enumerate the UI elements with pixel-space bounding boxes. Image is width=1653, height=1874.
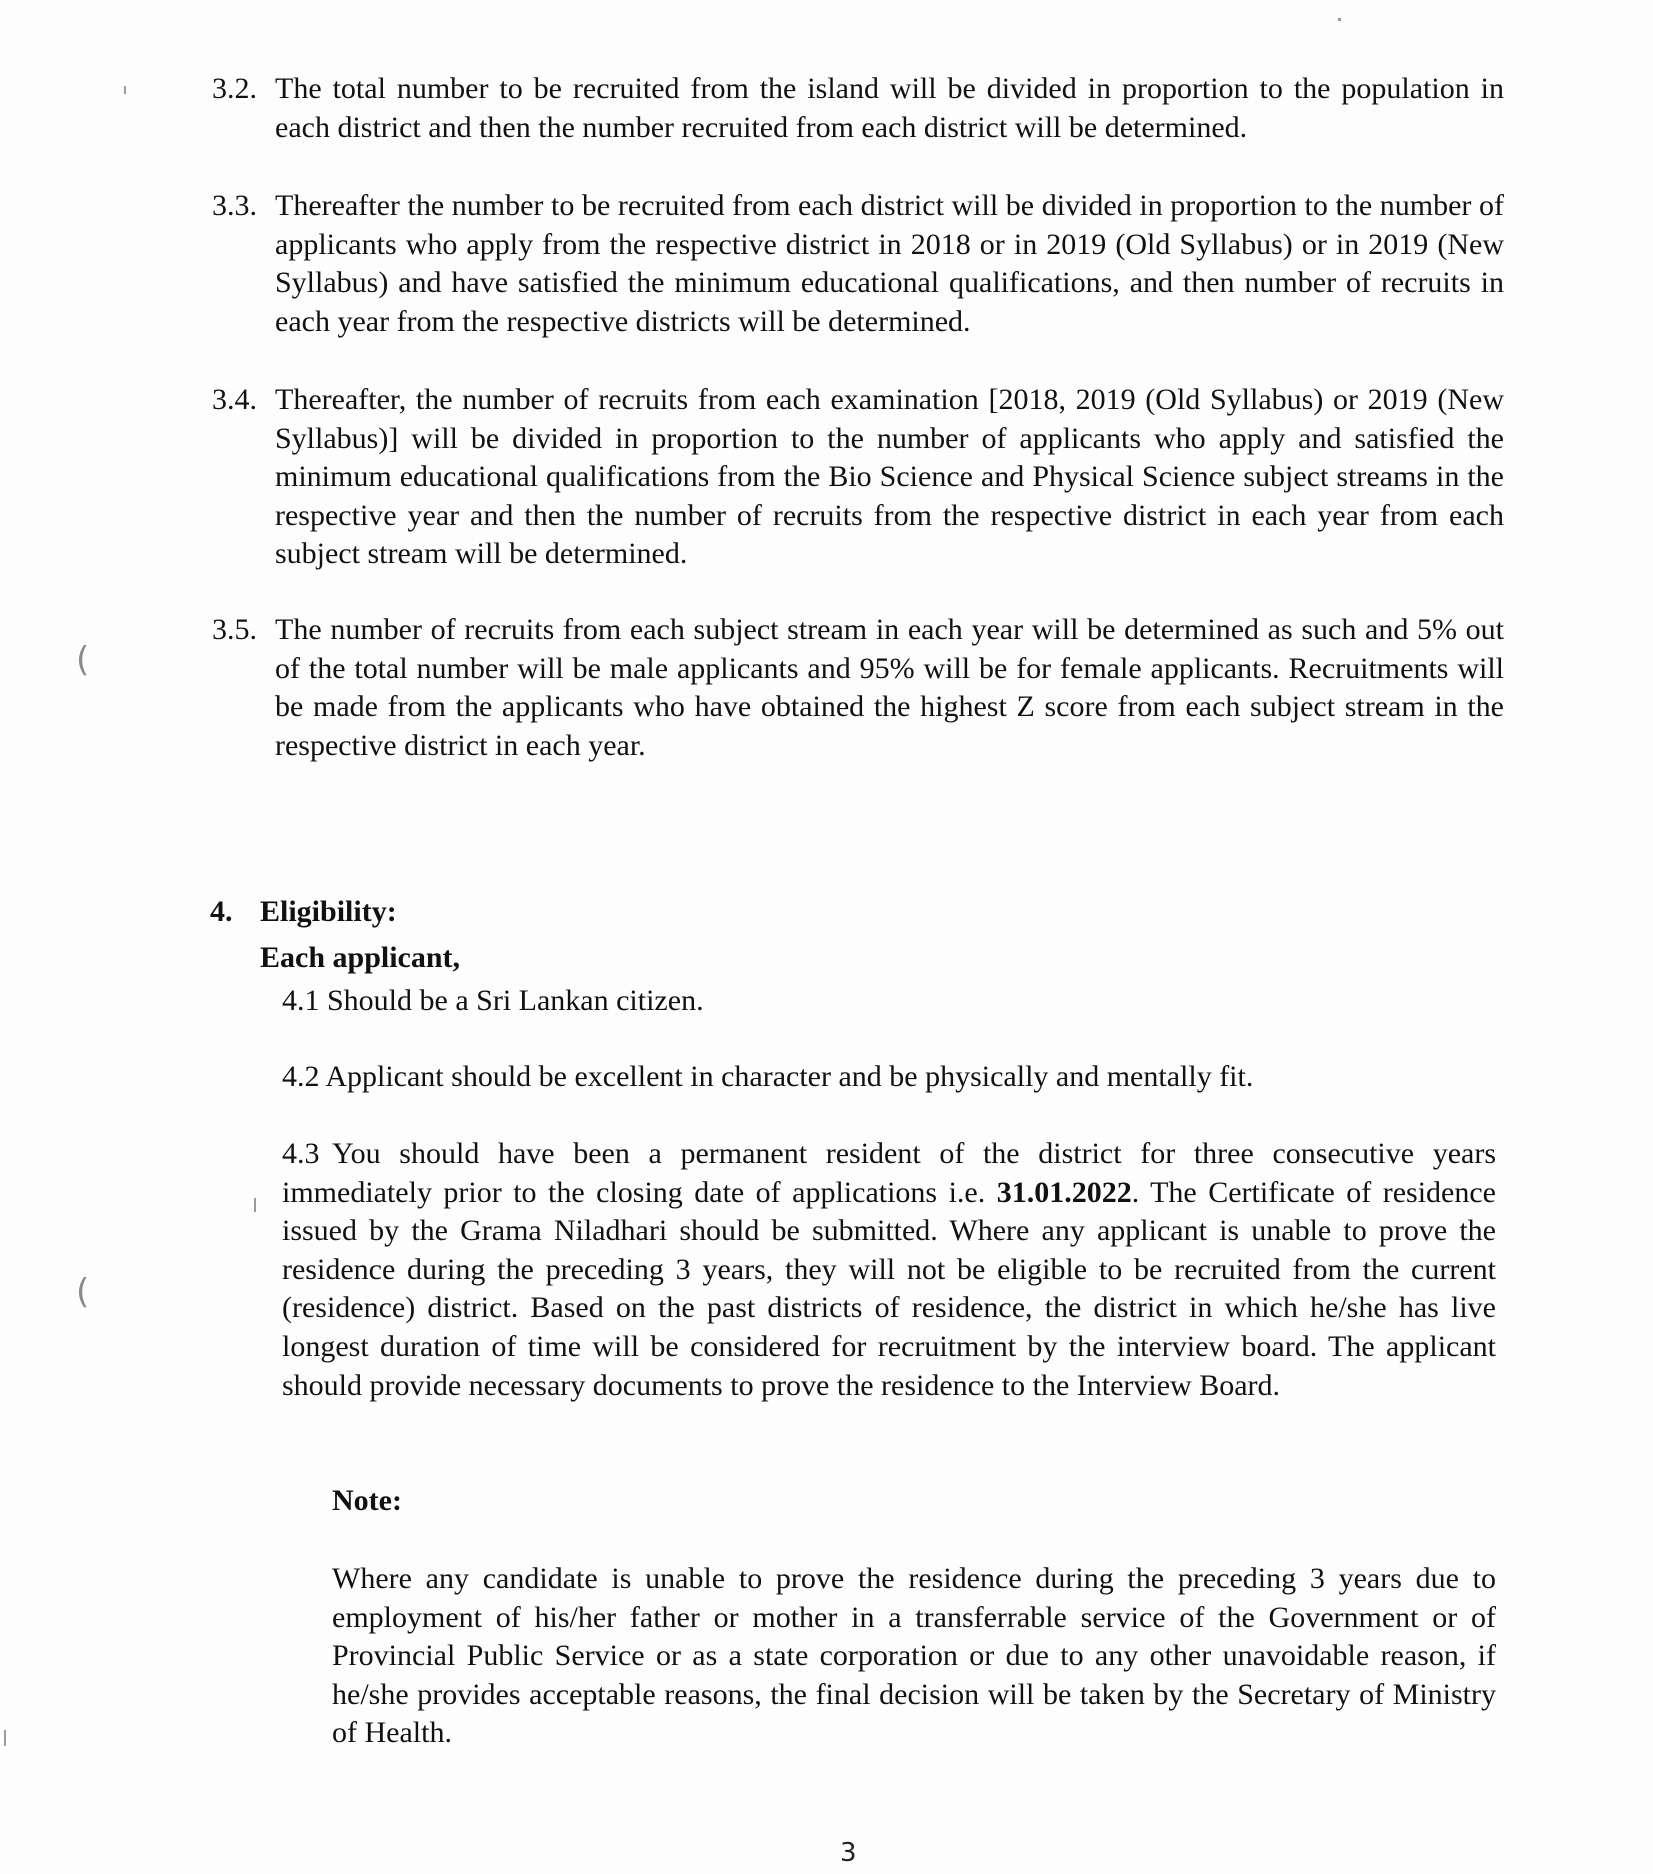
section-text: The total number to be recruited from the island will be divided in proportion to the population in each district and then the number recruited from each district will be determined. [275, 72, 1504, 144]
section-3-3 [212, 187, 1504, 341]
margin-mark: ( [76, 1272, 90, 1312]
section-number: 3.4. [212, 383, 257, 416]
section-3-5 [212, 611, 1504, 765]
margin-mark: ( [76, 640, 90, 680]
section-4-2: 4.2 Applicant should be excellent in character and be physically and mentally fit. [282, 1060, 1254, 1093]
section-text: Thereafter the number to be recruited from each district will be divided in proportion to the number of applicants who apply from the respective district in 2018 or in 2019 (Old Syllabus) or in 2019 (New Syllabus) and have satisfied the minimum educational qualifications, and then number of recruits in each year from the respective districts will be determined. [275, 189, 1504, 338]
section-number: 4.3 [282, 1137, 320, 1170]
section-number: 3.5. [212, 613, 257, 646]
eligibility-heading [210, 893, 397, 931]
section-number: 3.3. [212, 189, 257, 222]
note-text: Where any candidate is unable to prove the residence during the preceding 3 years due to employment of his/her father or mother in a transferrable service of the Government or of Provincial Public Service or as a state corporation or due to any other unavoidable reason, if he/she provides acceptable reasons, the final decision will be taken by the Secretary of Ministry of Health. [332, 1562, 1496, 1750]
section-3-2 [212, 70, 1504, 147]
note-label: Note: [332, 1484, 402, 1517]
scan-speck [4, 1730, 6, 1746]
section-text: Thereafter, the number of recruits from each examination [2018, 2019 (Old Syllabus) or 2019 (New Syllabus)] will be divided in proportion to the number of applicants who apply and satisfied the minimum educational qualifications from the Bio Science and Physical Science subject streams in the respective year and then the number of recruits from the respective district in each year from each subject stream will be determined. [275, 383, 1504, 571]
heading-text: Eligibility: [260, 895, 397, 928]
text-part: You should have been a permanent resident of the district for three consecutive years immediately prior to the closing date of applications i.e. [282, 1137, 1496, 1209]
scan-speck [254, 1198, 256, 1212]
page-number: 3 [840, 1838, 857, 1868]
heading-number: 4. [210, 895, 233, 928]
scan-speck [1338, 18, 1341, 21]
section-4-3 [282, 1135, 1496, 1405]
eligibility-intro: Each applicant, [260, 941, 461, 974]
section-text: The number of recruits from each subject stream in each year will be determined as such and 5% out of the total number will be male applicants and 95% will be for female applicants. Recruitments will be made from the applicants who have obtained the highest Z score from each subject stream in the respective district in each year. [275, 613, 1504, 762]
section-number: 3.2. [212, 72, 257, 105]
scan-speck [124, 86, 126, 94]
section-4-1: 4.1 Should be a Sri Lankan citizen. [282, 984, 704, 1017]
section-text [282, 1137, 1496, 1402]
text-part: . The Certificate of residence issued by the Grama Niladhari should be submitted. Where any applicant is unable to prove the residence during the preceding 3 years, they will not be eligible to be recruited from the current (residence) district. Based on the past districts of residence, the district in which he/she has live longest duration of time will be considered for recruitment by the interview board. The applicant should provide necessary documents to prove the residence to the Interview Board. [282, 1175, 1496, 1402]
closing-date: 31.01.2022 [996, 1175, 1132, 1209]
section-3-4 [212, 381, 1504, 574]
